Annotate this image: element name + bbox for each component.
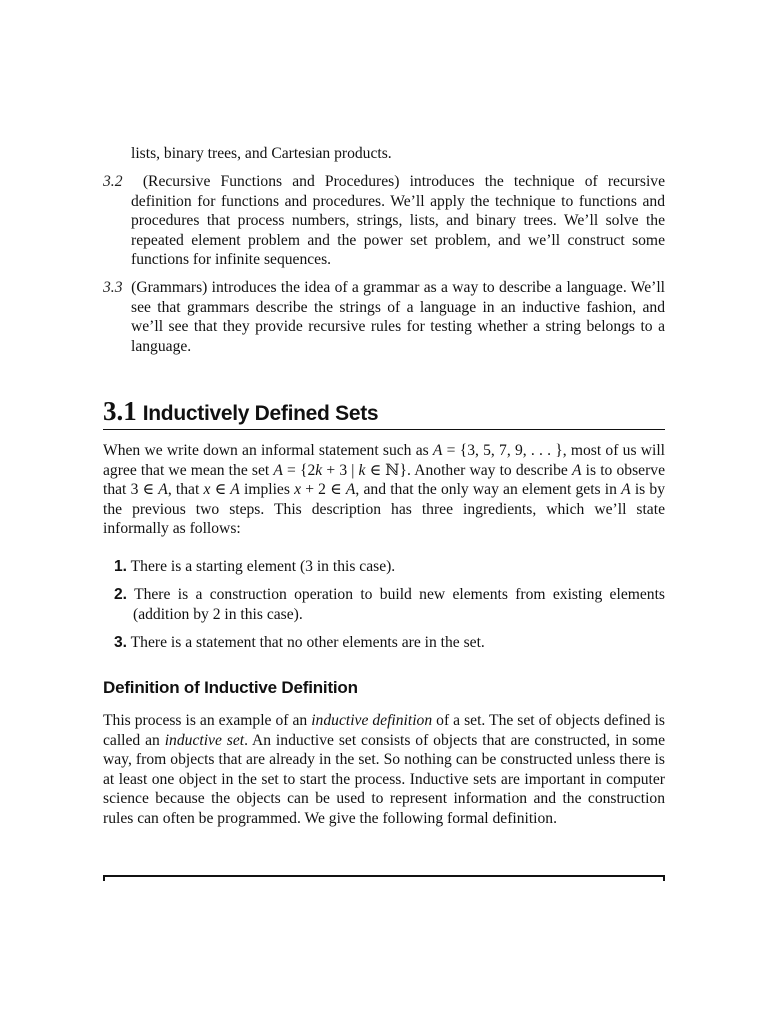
list-item-number: 2. xyxy=(114,586,128,603)
list-continuation: lists, binary trees, and Cartesian products. xyxy=(131,145,392,162)
section-summary-text: (Recursive Functions and Procedures) introduces the technique of recursive definition for functions and procedures. We’ll apply the technique to functions and procedures that process numbers, strings, lists, and binary trees. We’ll solve the repeated element problem and the power set problem, and we’ll construct some functions for infinite sequences. xyxy=(131,173,665,269)
list-item-number: 3. xyxy=(114,634,128,651)
section-heading xyxy=(103,396,665,430)
list-item xyxy=(114,585,665,624)
section-number: 3.3 xyxy=(103,279,123,296)
list-item-text: There is a starting element (3 in this case). xyxy=(130,558,396,575)
definition-paragraph: This process is an example of an inductive definition of a set. The set of objects defined is called an inductive set. An inductive set consists of objects that are constructed, in some way, from objects that are already in the set. So nothing can be constructed unless there is at least one object in the set to start the process. Inductive sets are important in computer science because the objects can be used to represent information and the construction rules can often be programmed. We give the following formal definition. xyxy=(103,712,665,827)
list-item-number: 1. xyxy=(114,558,128,575)
list-item xyxy=(114,557,665,577)
term-inductive-definition: inductive definition xyxy=(311,712,433,729)
intro-paragraph: When we write down an informal statement such as A = {3, 5, 7, 9, . . . }, most of us will agree that we mean the set A = {2k + 3 | k ∈ ℕ}. Another way to describe A is to observe that 3 ∈ A, that x ∈ A implies x + 2 ∈ A, and that the only way an element gets in A is by the previous two steps. This description has three ingredients, which we’ll state informally as follows: xyxy=(103,442,666,538)
term-inductive-set: inductive set xyxy=(164,731,245,749)
section-heading-title: Inductively Defined Sets xyxy=(142,402,379,425)
subsection-heading: Definition of Inductive Definition xyxy=(103,678,358,697)
definition-box-top-rule xyxy=(103,875,665,877)
list-item xyxy=(114,633,665,653)
section-summary-3-3 xyxy=(103,278,665,356)
section-number: 3.2 xyxy=(103,173,123,190)
section-summary-text: (Grammars) introduces the idea of a grammar as a way to describe a language. We’ll see that grammars describe the strings of a language in an inductive fashion, and we’ll see that they provide recursive rules for testing whether a string belongs to a language. xyxy=(131,279,665,355)
section-heading-number: 3.1 xyxy=(103,396,137,426)
list-item-text: There is a construction operation to build new elements from existing elements (addition by 2 in this case). xyxy=(133,586,665,623)
section-summary-3-2 xyxy=(103,172,665,270)
list-item-text: There is a statement that no other elements are in the set. xyxy=(130,634,485,651)
